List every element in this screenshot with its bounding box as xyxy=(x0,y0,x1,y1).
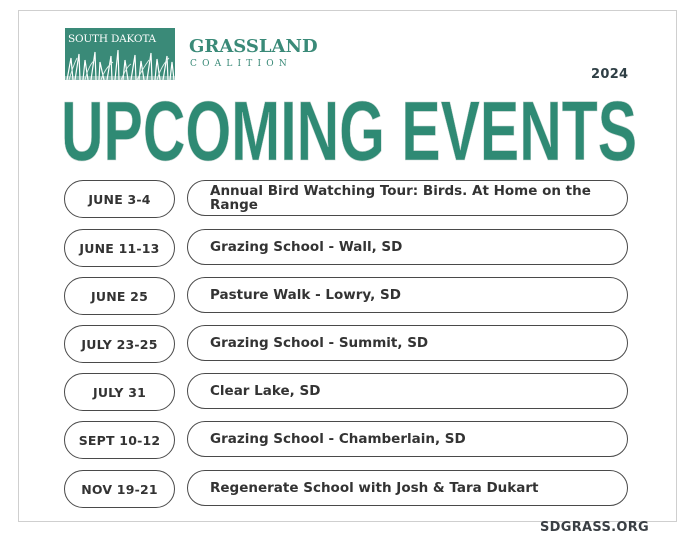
logo-title: GRASSLAND xyxy=(189,36,318,57)
event-date: NOV 19-21 xyxy=(64,470,175,508)
event-row xyxy=(64,421,630,459)
logo-subtitle: COALITION xyxy=(190,59,292,69)
event-date: JULY 31 xyxy=(64,373,175,411)
event-title: Annual Bird Watching Tour: Birds. At Home on the Range xyxy=(187,180,628,216)
event-title: Grazing School - Summit, SD xyxy=(187,325,628,361)
event-title: Regenerate School with Josh & Tara Dukart xyxy=(187,470,628,506)
event-date: JUNE 3-4 xyxy=(64,180,175,218)
event-row xyxy=(64,277,630,315)
organization-logo xyxy=(65,28,327,82)
event-row xyxy=(64,325,630,363)
logo-badge-text: SOUTH DAKOTA xyxy=(68,33,156,45)
logo-badge xyxy=(65,28,175,80)
page-title xyxy=(57,88,641,170)
event-date: SEPT 10-12 xyxy=(64,421,175,459)
event-title: Grazing School - Wall, SD xyxy=(187,229,628,265)
event-date: JUNE 11-13 xyxy=(64,229,175,267)
event-row xyxy=(64,373,630,411)
event-date: JULY 23-25 xyxy=(64,325,175,363)
event-title: Grazing School - Chamberlain, SD xyxy=(187,421,628,457)
grass-icon xyxy=(65,46,175,80)
page-title-text: UPCOMING EVENTS xyxy=(61,88,637,170)
event-title: Clear Lake, SD xyxy=(187,373,628,409)
event-date: JUNE 25 xyxy=(64,277,175,315)
event-row xyxy=(64,229,630,267)
event-year: 2024 xyxy=(591,67,629,82)
website-link[interactable]: SDGRASS.ORG xyxy=(540,520,650,535)
event-title: Pasture Walk - Lowry, SD xyxy=(187,277,628,313)
event-row xyxy=(64,470,630,508)
event-row xyxy=(64,180,630,218)
